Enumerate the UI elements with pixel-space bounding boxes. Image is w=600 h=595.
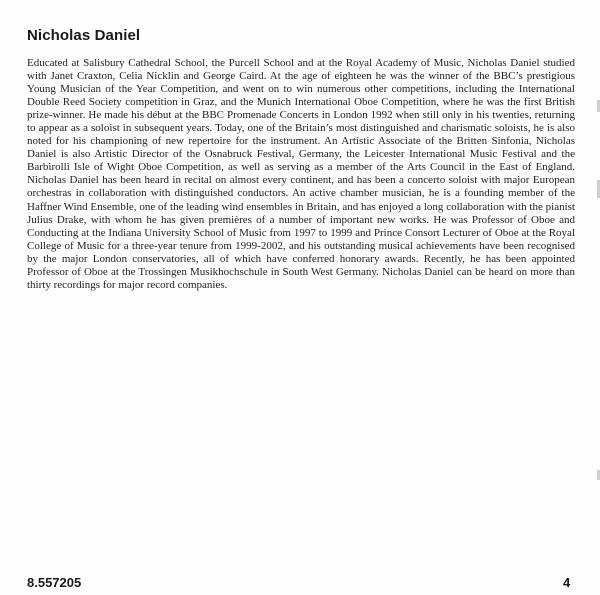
biography-text: Educated at Salisbury Cathedral School, the Purcell School and at the Royal Academy of Music, Nicholas Daniel studied with Janet Craxton, Celia Nicklin and George Caird. At the age of eighteen he was the winner of the BBC’s prestigious Young Musician of the Year Competition, and went on to win numerous other competitions, including the International Double Reed Society competition in Graz, and the Munich International Oboe Competition, where he was the first British prize-winner. He made his début at the BBC Promenade Concerts in London 1992 when still only in his twenties, returning to appear as a soloist in subsequent years. Today, one of the Britain’s most distinguished and charismatic soloists, he is also noted for his championing of new repertoire for the instrument. An Artistic Associate of the Britten Sinfonia, Nicholas Daniel is also Artistic Director of the Osnabruck Festival, Germany, the Leicester International Music Festival and the Barbirolli Isle of Wight Oboe Competition, as well as serving as a member of the Arts Council in the East of England. Nicholas Daniel has been heard in recital on almost every continent, and has been a concerto soloist with major European orchestras in collaboration with distinguished conductors. An active chamber musician, he is a founding member of the Haffner Wind Ensemble, one of the leading wind ensembles in Britain, and has enjoyed a long collaboration with the pianist Julius Drake, with whom he has given premières of a number of important new works. He was Professor of Oboe and Conducting at the Indiana University School of Music from 1997 to 1999 and Prince Consort Lecturer of Oboe at the Royal College of Music for a three-year tenure from 1999-2002, and his outstanding musical achievements have been recognised by the major London conservatories, all of which have conferred honorary awards. Recently, he has been appointed Professor of Oboe at the Trossingen Musikhochschule in South West Germany. Nicholas Daniel can be heard on more than thirty recordings for major record companies. (27, 57, 575, 291)
catalog-number: 8.557205 (27, 575, 82, 590)
page-number: 4 (563, 575, 571, 590)
biography-heading: Nicholas Daniel (27, 27, 141, 44)
